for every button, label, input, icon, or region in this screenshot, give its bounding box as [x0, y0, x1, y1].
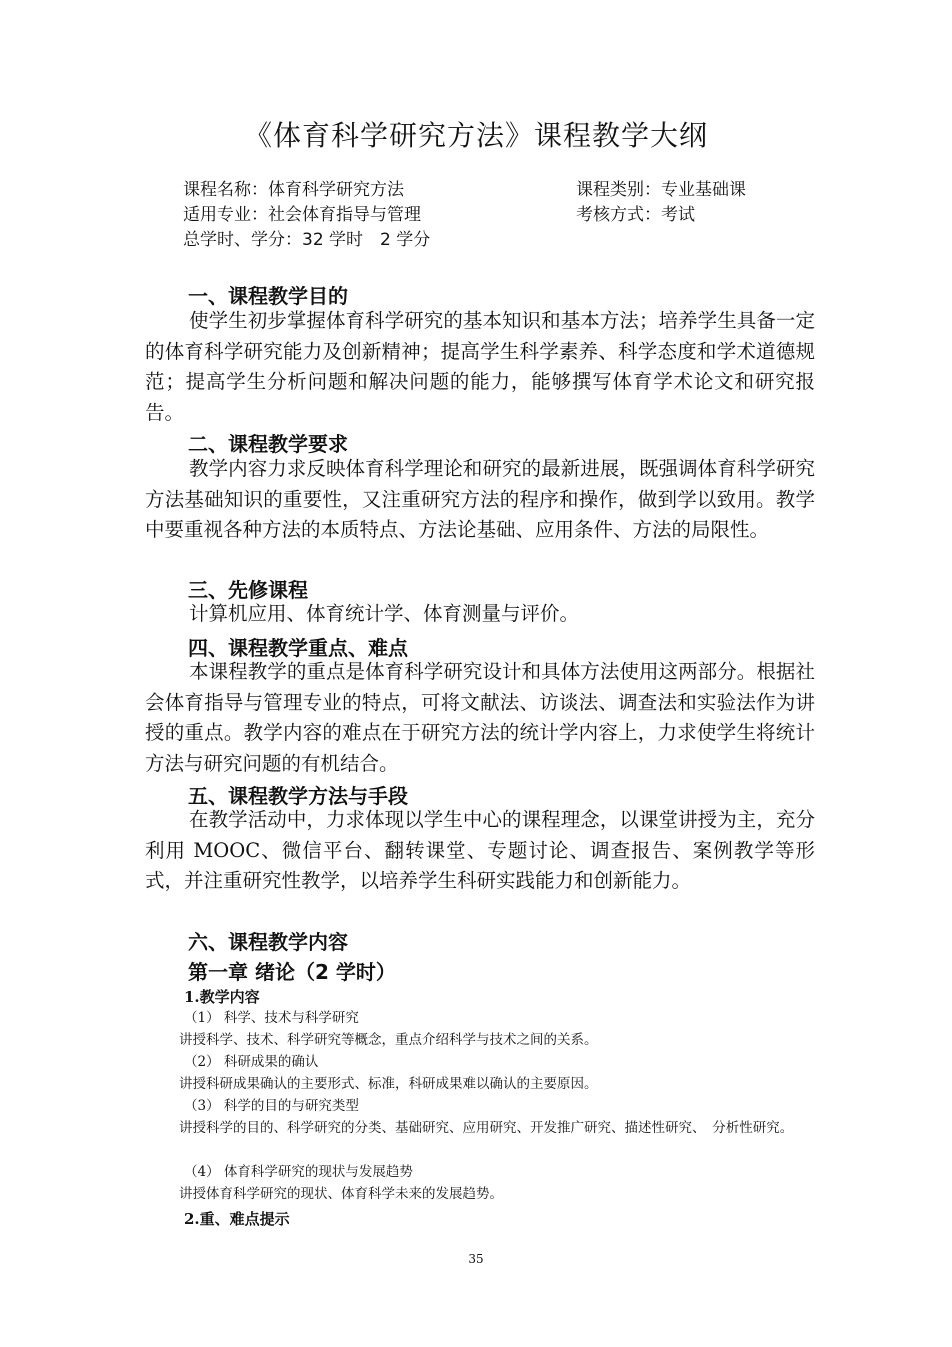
section-2-title: 二、课程教学要求: [188, 432, 348, 456]
item-2-body: 讲授科研成果确认的主要形式、标准，科研成果难以确认的主要原因。: [179, 1076, 598, 1092]
section-3-title: 三、先修课程: [188, 578, 308, 602]
chapter-1-title: 第一章 绪论（2 学时）: [188, 960, 396, 984]
item-1-title: （1） 科学、技术与科学研究: [184, 1010, 359, 1026]
applicable-major: 适用专业：社会体育指导与管理: [183, 205, 421, 225]
section-1-title: 一、课程教学目的: [188, 284, 348, 308]
item-3-title: （3） 科学的目的与研究类型: [184, 1098, 359, 1114]
item-3-body: 讲授科学的目的、科学研究的分类、基础研究、应用研究、开发推广研究、描述性研究、 分析性研究。: [179, 1120, 794, 1136]
section-3-body: 计算机应用、体育统计学、体育测量与评价。: [189, 602, 580, 625]
section-4-title: 四、课程教学重点、难点: [188, 636, 408, 660]
course-type: 课程类别：专业基础课: [576, 180, 746, 200]
item-4-title: （4） 体育科学研究的现状与发展趋势: [184, 1164, 413, 1180]
section-5-title: 五、课程教学方法与手段: [188, 784, 408, 808]
item-2-title: （2） 科研成果的确认: [184, 1054, 319, 1070]
item-1-body: 讲授科学、技术、科学研究等概念，重点介绍科学与技术之间的关系。: [179, 1032, 598, 1048]
section-4-body: 本课程教学的重点是体育科学研究设计和具体方法使用这两部分。根据社会体育指导与管理专业的特点，可将文献法、访谈法、调查法和实验法作为讲授的重点。教学内容的难点在于研究方法的统计学内容上，力求使学生将统计方法与研究问题的有机结合。: [145, 660, 815, 775]
page-number: 35: [468, 1252, 484, 1266]
section-5-body: 在教学活动中，力求体现以学生中心的课程理念，以课堂讲授为主，充分利用 MOOC、微信平台、翻转课堂、专题讨论、调查报告、案例教学等形式，并注重研究性教学，以培养学生科研实践能力和创新能力。: [145, 808, 815, 892]
section-2-body: 教学内容力求反映体育科学理论和研究的最新进展，既强调体育科学研究方法基础知识的重要性，又注重研究方法的程序和操作，做到学以致用。教学中要重视各种方法的本质特点、方法论基础、应用条件、方法的局限性。: [145, 457, 815, 541]
hours-credits: 总学时、学分：32 学时 2 学分: [183, 230, 431, 250]
document-title: 《体育科学研究方法》课程教学大纲: [243, 119, 708, 152]
course-name: 课程名称：体育科学研究方法: [183, 180, 404, 200]
key-points-heading: 2.重、难点提示: [184, 1210, 290, 1228]
section-1-body: 使学生初步掌握体育科学研究的基本知识和基本方法；培养学生具备一定的体育科学研究能力及创新精神；提高学生科学素养、科学态度和学术道德规范；提高学生分析问题和解决问题的能力，能够撰写体育学术论文和研究报告。: [145, 309, 815, 424]
section-6-title: 六、课程教学内容: [188, 930, 348, 954]
assessment-method: 考核方式：考试: [576, 205, 695, 225]
teaching-content-heading: 1.教学内容: [184, 988, 260, 1006]
item-4-body: 讲授体育科学研究的现状、体育科学未来的发展趋势。: [179, 1186, 503, 1202]
